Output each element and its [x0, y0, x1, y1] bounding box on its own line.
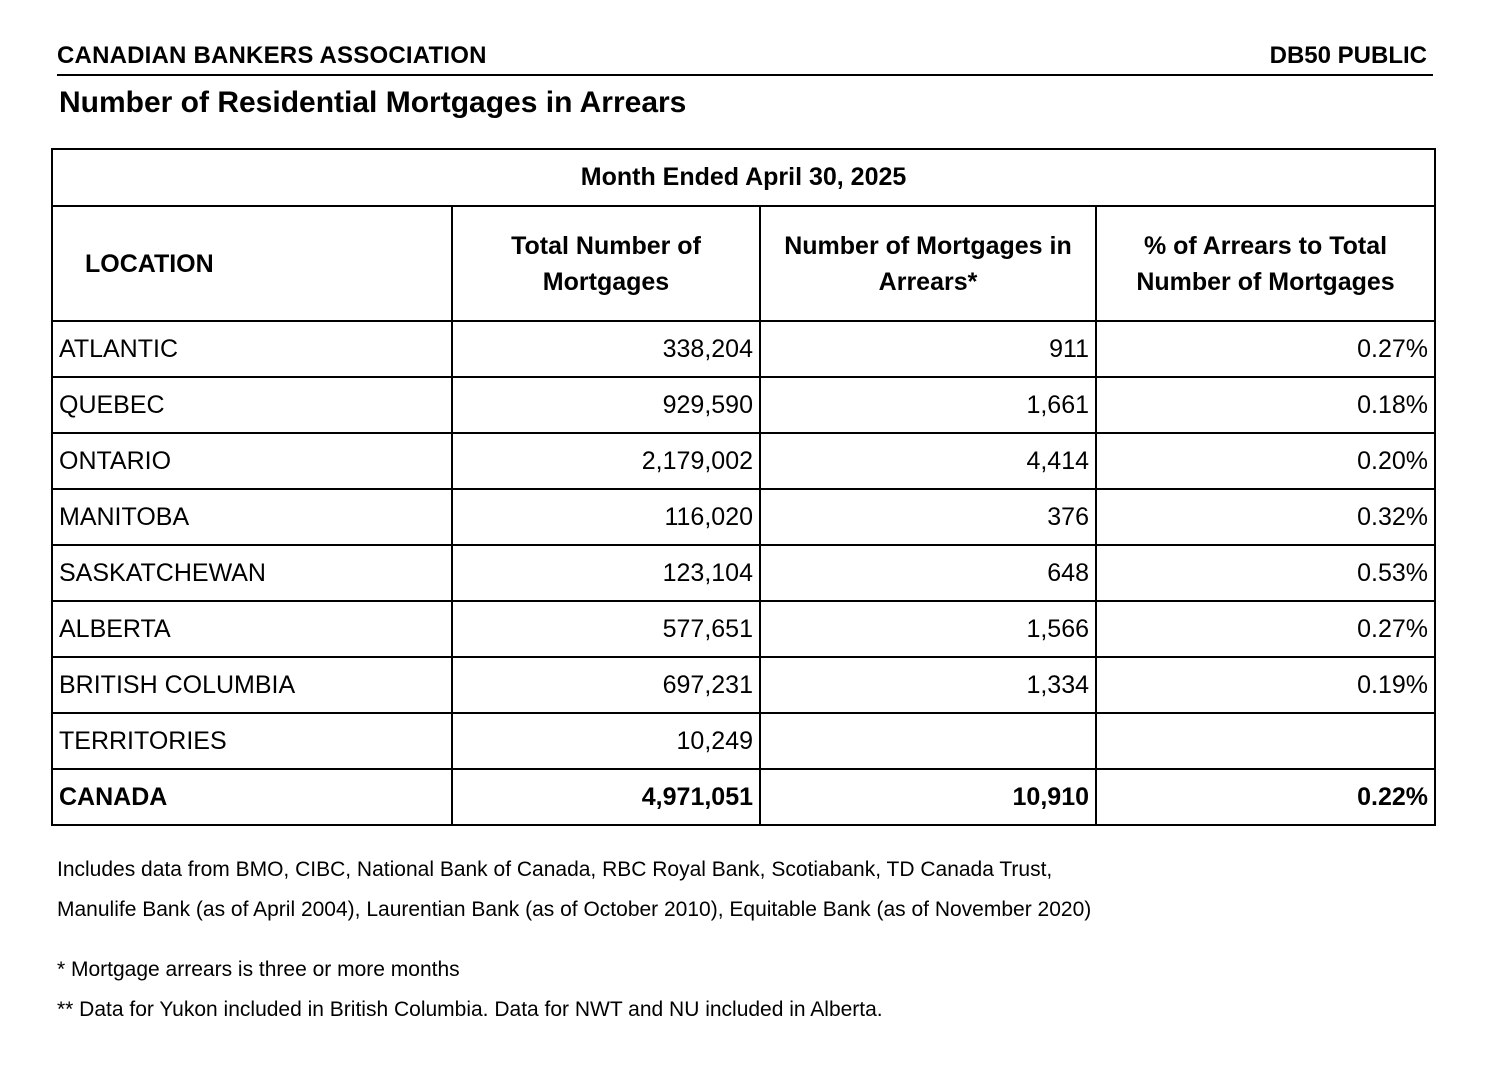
table-row: [52, 657, 1435, 713]
location-cell: SASKATCHEWAN: [52, 545, 452, 601]
location-cell: QUEBEC: [52, 377, 452, 433]
table-row: [52, 545, 1435, 601]
total-total-cell: 4,971,051: [452, 769, 760, 825]
document-id: DB50 PUBLIC: [1269, 42, 1427, 69]
arrears-cell: 1,661: [760, 377, 1096, 433]
table-row: [52, 601, 1435, 657]
arrears-cell: 911: [760, 321, 1096, 377]
pct-cell: 0.27%: [1096, 321, 1435, 377]
table-row: [52, 489, 1435, 545]
includes-note-line-2: Manulife Bank (as of April 2004), Laurentian Bank (as of October 2010), Equitable Bank (as of November 2020): [57, 898, 1092, 921]
location-cell: ATLANTIC: [52, 321, 452, 377]
arrears-cell: [760, 713, 1096, 769]
location-cell: ONTARIO: [52, 433, 452, 489]
pct-cell: 0.32%: [1096, 489, 1435, 545]
arrears-cell: 648: [760, 545, 1096, 601]
total-cell: 338,204: [452, 321, 760, 377]
column-header-location: LOCATION: [52, 206, 452, 321]
arrears-cell: 4,414: [760, 433, 1096, 489]
pct-cell: 0.19%: [1096, 657, 1435, 713]
location-cell: MANITOBA: [52, 489, 452, 545]
location-cell: TERRITORIES: [52, 713, 452, 769]
table-row: [52, 321, 1435, 377]
footnote-territories: ** Data for Yukon included in British Columbia. Data for NWT and NU included in Alberta.: [57, 998, 883, 1021]
total-arrears-cell: 10,910: [760, 769, 1096, 825]
total-row: [52, 769, 1435, 825]
total-cell: 2,179,002: [452, 433, 760, 489]
column-header-total: Total Number of Mortgages: [452, 206, 760, 321]
footnote-arrears-definition: * Mortgage arrears is three or more months: [57, 958, 460, 981]
total-cell: 10,249: [452, 713, 760, 769]
total-cell: 577,651: [452, 601, 760, 657]
notes-spacer: [57, 930, 1091, 950]
total-cell: 123,104: [452, 545, 760, 601]
total-location-cell: CANADA: [52, 769, 452, 825]
document-header: [57, 40, 1433, 76]
location-cell: BRITISH COLUMBIA: [52, 657, 452, 713]
column-header-pct: % of Arrears to Total Number of Mortgages: [1096, 206, 1435, 321]
table-row: [52, 433, 1435, 489]
arrears-table: [51, 148, 1436, 826]
organization-name: CANADIAN BANKERS ASSOCIATION: [57, 42, 487, 69]
notes-section: [57, 850, 1091, 1030]
includes-note-line-1: Includes data from BMO, CIBC, National Bank of Canada, RBC Royal Bank, Scotiabank, TD Canada Trust,: [57, 858, 1053, 881]
arrears-cell: 1,566: [760, 601, 1096, 657]
pct-cell: [1096, 713, 1435, 769]
table-row: [52, 713, 1435, 769]
page-title: Number of Residential Mortgages in Arrears: [59, 86, 687, 119]
pct-cell: 0.20%: [1096, 433, 1435, 489]
arrears-cell: 376: [760, 489, 1096, 545]
arrears-cell: 1,334: [760, 657, 1096, 713]
pct-cell: 0.53%: [1096, 545, 1435, 601]
pct-cell: 0.27%: [1096, 601, 1435, 657]
column-header-row: [52, 206, 1435, 321]
table-row: [52, 377, 1435, 433]
total-cell: 116,020: [452, 489, 760, 545]
column-header-arrears: Number of Mortgages in Arrears*: [760, 206, 1096, 321]
total-cell: 697,231: [452, 657, 760, 713]
location-cell: ALBERTA: [52, 601, 452, 657]
total-cell: 929,590: [452, 377, 760, 433]
pct-cell: 0.18%: [1096, 377, 1435, 433]
period-heading: Month Ended April 30, 2025: [52, 149, 1435, 206]
period-row: [52, 149, 1435, 206]
total-pct-cell: 0.22%: [1096, 769, 1435, 825]
